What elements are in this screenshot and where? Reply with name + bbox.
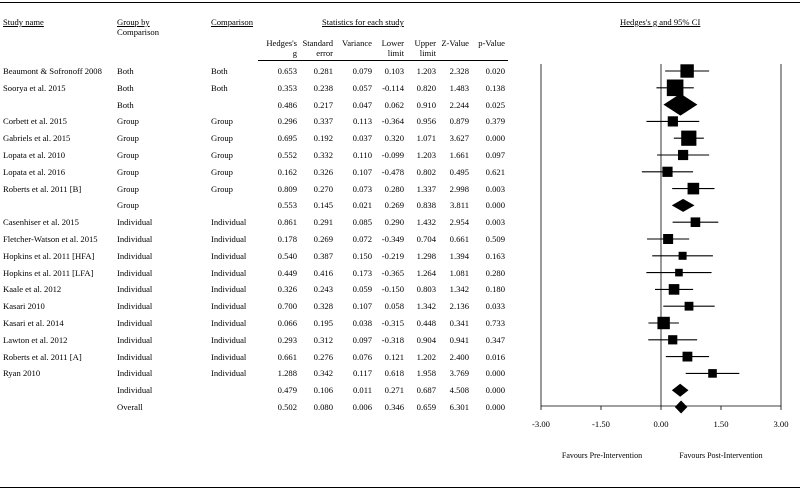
cell-z-value: 3.627 [449,133,469,144]
effect-square [678,150,688,160]
cell-lower-limit: -0.478 [381,166,404,177]
study-name: Roberts et al. 2011 [A] [3,351,82,362]
effect-square [669,284,680,295]
group-label: Individual [117,318,153,328]
cell-lower-limit: 0.346 [384,402,404,412]
cell-p-value: 0.621 [485,166,505,177]
cell-standard-error: 0.342 [313,368,333,379]
cell-upper-limit: 0.704 [416,234,436,244]
cell-hedges-g: 0.293 [277,334,297,345]
cell-variance: 0.021 [352,200,372,211]
cell-p-value: 0.509 [485,234,505,244]
group-label: Individual [117,284,153,295]
comparison-label: Group [211,150,233,160]
cell-z-value: 1.081 [449,267,469,278]
cell-lower-limit: 0.269 [384,200,404,211]
cell-p-value: 0.163 [485,250,505,261]
cell-z-value: 2.328 [449,66,469,76]
cell-standard-error: 0.281 [313,66,333,76]
cell-lower-limit: 0.103 [384,66,404,76]
effect-square [675,269,683,277]
cell-z-value: 3.769 [449,368,469,379]
x-tick-label: -3.00 [532,419,550,429]
study-name: Hopkins et al. 2011 [HFA] [3,250,95,261]
comparison-label: Individual [211,267,247,278]
cell-variance: 0.072 [352,234,372,244]
cell-p-value: 0.003 [485,217,505,228]
comparison-label: Individual [211,368,247,379]
effect-square [683,352,693,362]
study-name: Kasari et al. 2014 [3,318,64,328]
group-label: Group [117,166,139,177]
cell-lower-limit: -0.318 [381,334,404,345]
study-name: Beaumont & Sofronoff 2008 [3,66,102,76]
cell-lower-limit: 0.290 [384,217,404,228]
col-header-hedges-g: Hedges's [266,38,297,48]
cell-z-value: 0.941 [449,334,469,345]
cell-hedges-g: 0.809 [277,183,297,194]
group-label: Individual [117,351,153,362]
summary-diamond [675,401,688,414]
group-label: Group [117,200,139,211]
cell-p-value: 0.000 [485,402,505,412]
cell-hedges-g: 0.353 [277,82,297,93]
cell-standard-error: 0.217 [313,99,333,110]
cell-lower-limit: 0.280 [384,183,404,194]
cell-variance: 0.059 [352,284,372,295]
study-name: Fletcher-Watson et al. 2015 [3,234,98,244]
cell-standard-error: 0.416 [313,267,333,278]
cell-z-value: 3.811 [449,200,469,211]
cell-hedges-g: 1.288 [277,368,297,379]
cell-p-value: 0.733 [485,318,505,328]
summary-diamond [663,94,697,116]
study-name: Casenhiser et al. 2015 [3,217,79,228]
effect-square [668,116,678,126]
header-group-by-sub: Comparison [117,27,160,37]
header-comparison: Comparison [211,17,254,27]
cell-variance: 0.037 [352,133,372,144]
cell-standard-error: 0.238 [313,82,333,93]
cell-variance: 0.107 [352,301,372,312]
cell-standard-error: 0.192 [313,133,333,144]
cell-lower-limit: 0.121 [384,351,404,362]
group-label: Both [117,66,134,76]
group-label: Group [117,150,139,160]
cell-upper-limit: 1.264 [416,267,436,278]
study-name: Kasari 2010 [3,301,45,312]
group-label: Individual [117,267,153,278]
group-label: Both [117,82,134,93]
cell-upper-limit: 0.820 [416,82,436,93]
cell-lower-limit: -0.365 [381,267,404,278]
cell-p-value: 0.016 [485,351,505,362]
col-header-lower-limit-sub: limit [387,48,404,58]
cell-upper-limit: 0.687 [416,385,436,396]
cell-p-value: 0.025 [485,99,505,110]
header-plot-title: Hedges's g and 95% CI [620,17,701,27]
col-header-standard-error-sub: error [316,48,333,58]
cell-upper-limit: 1.298 [416,250,436,261]
effect-square [657,317,669,329]
cell-z-value: 2.954 [449,217,469,228]
cell-hedges-g: 0.540 [277,250,297,261]
header-stats: Statistics for each study [322,17,404,27]
effect-square [680,64,693,77]
study-name: Ryan 2010 [3,368,41,379]
cell-variance: 0.006 [352,402,372,412]
cell-hedges-g: 0.326 [277,284,297,295]
cell-upper-limit: 0.803 [416,284,436,295]
cell-variance: 0.073 [352,183,372,194]
effect-square [685,302,694,311]
comparison-label: Group [211,133,233,144]
study-name: Corbett et al. 2015 [3,116,67,127]
cell-variance: 0.097 [352,334,372,345]
cell-lower-limit: -0.315 [381,318,404,328]
comparison-label: Individual [211,250,247,261]
col-header-upper-limit: Upper [414,38,436,48]
cell-variance: 0.113 [352,116,372,127]
cell-p-value: 0.003 [485,183,505,194]
cell-upper-limit: 1.342 [416,301,436,312]
cell-p-value: 0.000 [485,200,505,211]
study-name: Lawton et al. 2012 [3,334,68,345]
cell-variance: 0.038 [352,318,372,328]
cell-z-value: 2.400 [449,351,469,362]
effect-square [691,217,701,227]
cell-upper-limit: 1.071 [416,133,436,144]
cell-hedges-g: 0.861 [277,217,297,228]
cell-variance: 0.173 [352,267,372,278]
cell-variance: 0.011 [352,385,372,396]
cell-upper-limit: 0.910 [416,99,436,110]
effect-square [662,167,672,177]
summary-diamond [672,384,689,397]
cell-upper-limit: 0.802 [416,166,436,177]
cell-standard-error: 0.269 [313,234,333,244]
cell-standard-error: 0.328 [313,301,333,312]
effect-square [681,131,696,146]
col-header-lower-limit: Lower [381,38,404,48]
cell-z-value: 2.136 [449,301,469,312]
cell-upper-limit: 1.203 [416,66,436,76]
cell-upper-limit: 0.659 [416,402,436,412]
cell-p-value: 0.138 [485,82,505,93]
summary-diamond [672,199,695,212]
effect-square [668,335,677,344]
cell-z-value: 1.483 [449,82,469,93]
comparison-label: Group [211,166,233,177]
col-header-standard-error: Standard [302,38,333,48]
cell-hedges-g: 0.449 [277,267,297,278]
comparison-label: Individual [211,217,247,228]
study-name: Lopata et al. 2010 [3,150,66,160]
cell-standard-error: 0.312 [313,334,333,345]
cell-upper-limit: 0.904 [416,334,436,345]
cell-upper-limit: 0.838 [416,200,436,211]
x-tick-label: -1.50 [592,419,610,429]
cell-standard-error: 0.291 [313,217,333,228]
cell-hedges-g: 0.479 [277,385,297,396]
group-label: Individual [117,334,153,345]
cell-hedges-g: 0.653 [277,66,297,76]
group-label: Individual [117,217,153,228]
cell-hedges-g: 0.486 [277,99,297,110]
cell-lower-limit: -0.150 [381,284,404,295]
col-header-z-value: Z-Value [441,38,469,48]
cell-upper-limit: 0.448 [416,318,436,328]
cell-standard-error: 0.337 [313,116,333,127]
group-label: Individual [117,234,153,244]
cell-p-value: 0.280 [485,267,505,278]
x-tick-label: 3.00 [773,419,789,429]
cell-lower-limit: 0.618 [384,368,404,379]
cell-z-value: 1.394 [449,250,469,261]
cell-hedges-g: 0.553 [277,200,297,211]
effect-square [708,369,717,378]
cell-upper-limit: 0.956 [416,116,436,127]
comparison-label: Individual [211,284,247,295]
comparison-label: Individual [211,351,247,362]
comparison-label: Individual [211,334,247,345]
group-label: Individual [117,301,153,312]
comparison-label: Individual [211,301,247,312]
favours-left-label: Favours Pre-Intervention [561,451,643,460]
cell-lower-limit: -0.219 [381,250,404,261]
cell-hedges-g: 0.695 [277,133,297,144]
cell-upper-limit: 1.202 [416,351,436,362]
cell-z-value: 2.244 [449,99,469,110]
cell-standard-error: 0.276 [313,351,333,362]
group-label: Overall [117,402,143,412]
cell-variance: 0.076 [352,351,372,362]
cell-hedges-g: 0.162 [277,166,297,177]
cell-z-value: 4.508 [449,385,469,396]
cell-upper-limit: 1.337 [416,183,436,194]
cell-hedges-g: 0.066 [277,318,297,328]
cell-standard-error: 0.106 [313,385,333,396]
cell-hedges-g: 0.502 [277,402,297,412]
cell-lower-limit: 0.271 [384,385,404,396]
cell-z-value: 0.341 [449,318,469,328]
cell-hedges-g: 0.552 [277,150,297,160]
effect-square [679,252,687,260]
cell-p-value: 0.347 [485,334,505,345]
cell-z-value: 1.342 [449,284,469,295]
col-header-variance: Variance [341,38,372,48]
col-header-hedges-g-sub: g [292,48,297,58]
cell-standard-error: 0.145 [313,200,333,211]
cell-p-value: 0.097 [485,150,505,160]
cell-variance: 0.085 [352,217,372,228]
col-header-upper-limit-sub: limit [419,48,436,58]
cell-p-value: 0.000 [485,133,505,144]
cell-lower-limit: -0.364 [381,116,404,127]
cell-lower-limit: -0.349 [381,234,404,244]
effect-square [667,80,684,97]
study-name: Hopkins et al. 2011 [LFA] [3,267,94,278]
cell-variance: 0.057 [352,82,372,93]
cell-standard-error: 0.243 [313,284,333,295]
cell-standard-error: 0.326 [313,166,333,177]
cell-standard-error: 0.270 [313,183,333,194]
cell-lower-limit: -0.114 [382,82,404,93]
comparison-label: Both [211,82,228,93]
cell-lower-limit: 0.320 [384,133,404,144]
col-header-p-value: p-Value [478,38,505,48]
comparison-label: Group [211,183,233,194]
study-name: Kaale et al. 2012 [3,284,62,295]
group-label: Group [117,183,139,194]
cell-z-value: 1.661 [449,150,469,160]
cell-variance: 0.079 [352,66,372,76]
cell-hedges-g: 0.700 [277,301,297,312]
cell-p-value: 0.020 [485,66,505,76]
cell-p-value: 0.000 [485,385,505,396]
header-study-name: Study name [3,17,44,27]
comparison-label: Both [211,66,228,76]
cell-variance: 0.047 [352,99,372,110]
header-group-by: Group by [117,17,150,27]
cell-z-value: 6.301 [449,402,469,412]
cell-upper-limit: 1.432 [416,217,436,228]
group-label: Both [117,99,134,110]
group-label: Individual [117,385,153,396]
cell-hedges-g: 0.661 [277,351,297,362]
effect-square [663,234,673,244]
cell-p-value: 0.180 [485,284,505,295]
cell-z-value: 2.998 [449,183,469,194]
group-label: Group [117,116,139,127]
cell-hedges-g: 0.178 [277,234,297,244]
cell-lower-limit: 0.062 [384,99,404,110]
study-name: Gabriels et al. 2015 [3,133,71,144]
x-tick-label: 0.00 [653,419,669,429]
cell-standard-error: 0.080 [313,402,333,412]
cell-variance: 0.150 [352,250,372,261]
x-tick-label: 1.50 [713,419,729,429]
group-label: Individual [117,368,153,379]
study-name: Lopata et al. 2016 [3,166,66,177]
study-name: Roberts et al. 2011 [B] [3,183,82,194]
cell-lower-limit: 0.058 [384,301,404,312]
cell-standard-error: 0.387 [313,250,333,261]
comparison-label: Individual [211,318,247,328]
cell-p-value: 0.000 [485,368,505,379]
cell-z-value: 0.879 [449,116,469,127]
cell-p-value: 0.379 [485,116,505,127]
study-name: Soorya et al. 2015 [3,82,66,93]
cell-variance: 0.117 [352,368,372,379]
cell-hedges-g: 0.296 [277,116,297,127]
cell-lower-limit: -0.099 [381,150,404,160]
cell-z-value: 0.661 [449,234,469,244]
effect-square [688,183,700,195]
cell-variance: 0.107 [352,166,372,177]
comparison-label: Group [211,116,233,127]
group-label: Individual [117,250,153,261]
cell-standard-error: 0.195 [313,318,333,328]
group-label: Group [117,133,139,144]
cell-p-value: 0.033 [485,301,505,312]
cell-upper-limit: 1.958 [416,368,436,379]
favours-right-label: Favours Post-Intervention [679,451,763,460]
cell-upper-limit: 1.203 [416,150,436,160]
cell-variance: 0.110 [352,150,372,160]
cell-standard-error: 0.332 [313,150,333,160]
comparison-label: Individual [211,234,247,244]
cell-z-value: 0.495 [449,166,469,177]
